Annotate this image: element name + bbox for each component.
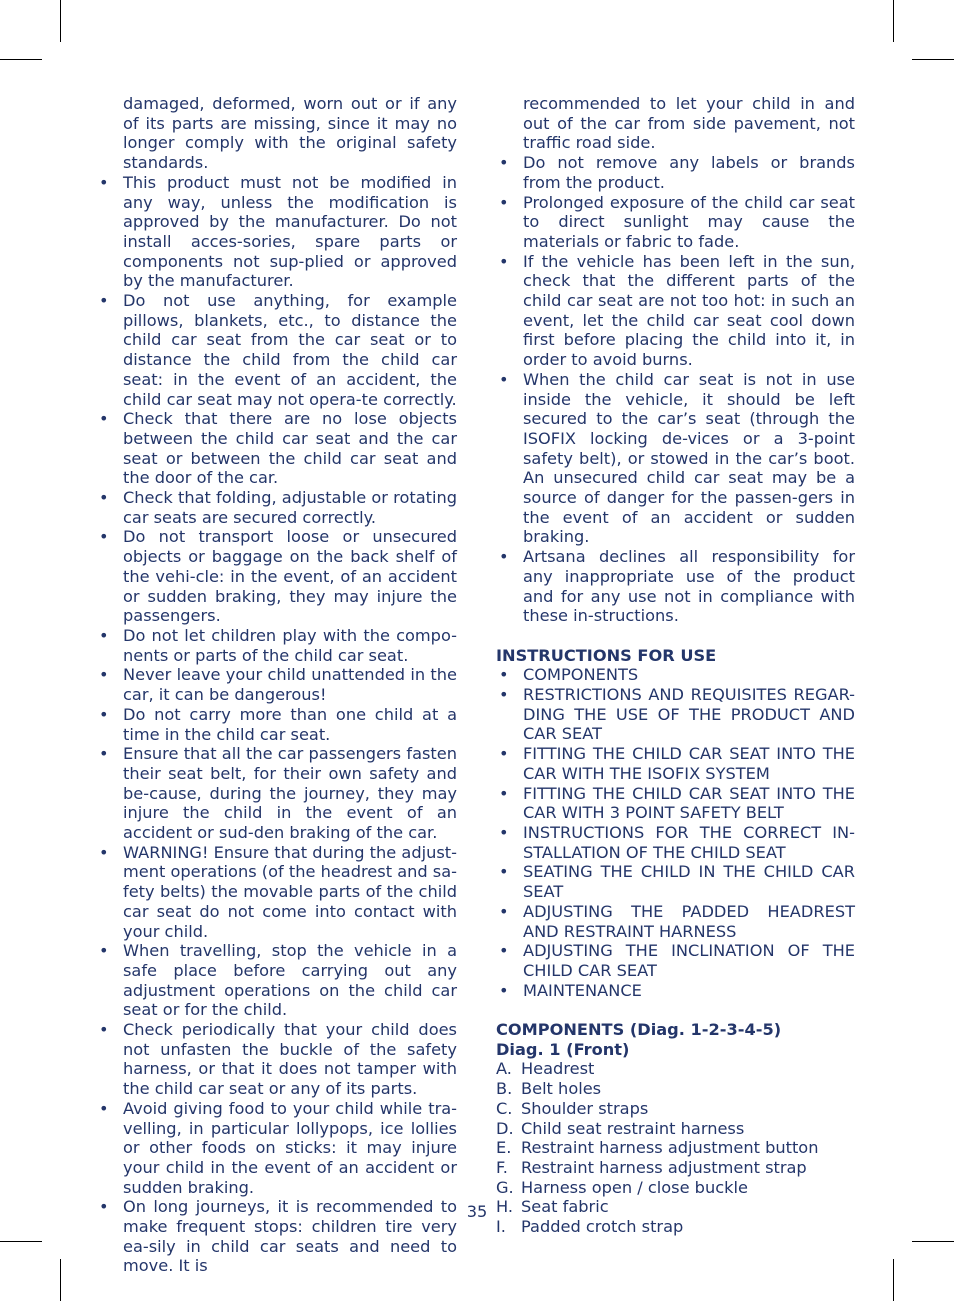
bullet-marker: • — [99, 1098, 109, 1118]
component-key: A. — [496, 1059, 512, 1079]
bullet-text: Do not use anything, for example pillows, blankets, etc., to distance the child car seat from the car seat or to distance the child from the child car seat: in the event of an accident, the child car seat may not opera-te correctly. — [123, 291, 457, 409]
bullet-marker: • — [99, 409, 109, 429]
component-label: Child seat restraint harness — [521, 1118, 745, 1138]
component-item — [496, 1158, 855, 1178]
bullet-text: ADJUSTING THE INCLINATION OF THE CHILD CAR SEAT — [523, 941, 855, 980]
safety-bullet-item — [96, 527, 457, 626]
spacer — [496, 626, 855, 646]
component-label: Restraint harness adjustment strap — [521, 1157, 807, 1177]
safety-bullet-item — [96, 744, 457, 843]
component-item — [496, 1178, 855, 1198]
component-item — [496, 1119, 855, 1139]
component-label: Padded crotch strap — [521, 1217, 684, 1237]
component-key: G. — [496, 1177, 514, 1197]
safety-bullet-item — [96, 488, 457, 527]
bullet-marker: • — [99, 704, 109, 724]
component-item — [496, 1138, 855, 1158]
component-key: I. — [496, 1217, 506, 1237]
component-label: Shoulder straps — [521, 1098, 649, 1118]
bullet-marker: • — [99, 488, 109, 508]
bullet-text: FITTING THE CHILD CAR SEAT INTO THE CAR WITH 3 POINT SAFETY BELT — [523, 783, 855, 823]
instructions-index-item — [496, 744, 855, 783]
component-item — [496, 1099, 855, 1119]
instructions-index-item — [496, 941, 855, 980]
crop-mark-top-left-horizontal — [0, 59, 42, 60]
bullet-text: When travelling, stop the vehicle in a safe place before carrying out any adjustment operations on the child car seat or for the child. — [123, 941, 457, 1020]
component-key: H. — [496, 1197, 514, 1217]
bullet-marker: • — [99, 291, 109, 311]
instructions-index-item — [496, 685, 855, 744]
crop-mark-top-right-vertical — [893, 0, 894, 42]
continuation-text: damaged, deformed, worn out or if any of its parts are missing, since it may no longer comply with the original safety standards. — [123, 94, 457, 173]
safety-bullet-item — [96, 409, 457, 488]
instructions-index-item — [496, 823, 855, 862]
bullet-text: Avoid giving food to your child while tra-velling, in particular lollypops, ice lollies or other foods on sticks: it may injure your child in the event of an accident or sudden braking. — [123, 1098, 457, 1197]
component-label: Seat fabric — [521, 1197, 609, 1217]
bullet-text: SEATING THE CHILD IN THE CHILD CAR SEAT — [523, 862, 855, 902]
spacer — [496, 1000, 855, 1020]
component-label: Restraint harness adjustment button — [521, 1138, 819, 1158]
diagram-heading: Diag. 1 (Front) — [496, 1039, 630, 1059]
safety-bullet-item — [96, 173, 457, 291]
component-key: F. — [496, 1157, 508, 1177]
bullet-text: COMPONENTS — [523, 665, 639, 685]
bullet-text: Check that folding, adjustable or rotating car seats are secured correctly. — [123, 488, 457, 527]
bullet-marker: • — [499, 251, 509, 271]
component-label: Headrest — [521, 1059, 595, 1079]
safety-bullet-item — [96, 291, 457, 409]
crop-mark-top-left-vertical — [60, 0, 61, 42]
bullet-text: Ensure that all the car passengers fasten their seat belt, for their own safety and be-cause, during the journey, they may injure the child in the event of an accident or sud-den braking of the car. — [123, 744, 457, 843]
component-label: Belt holes — [521, 1079, 602, 1099]
bullet-text: MAINTENANCE — [523, 980, 642, 1000]
bullet-text: When the child car seat is not in use inside the vehicle, it should be left secured to the car’s seat (through the ISOFIX locking de-vices or a 3-point safety belt), or stowed in the car’s boot. An unsecured child car seat may be a source of danger for the passen-gers in the event of an accident or sudden braking. — [523, 369, 855, 547]
safety-bullet-item — [96, 1099, 457, 1198]
safety-bullet-item — [96, 1020, 457, 1099]
bullet-text: Prolonged exposure of the child car seat to direct sunlight may cause the materials or fabric to fade. — [523, 192, 855, 251]
safety-bullet-item — [96, 626, 457, 665]
bullet-text: Do not carry more than one child at a time in the child car seat. — [123, 704, 457, 744]
component-item — [496, 1059, 855, 1079]
bullet-text: If the vehicle has been left in the sun, check that the different parts of the child car seat are not too hot: in such an event, let the child car seat cool down first before placing the child into it, in order to avoid burns. — [523, 251, 855, 370]
right-bullet-list — [496, 153, 855, 626]
bullet-marker: • — [499, 744, 509, 764]
continuation-text: recommended to let your child in and out of the car from side pavement, not traffic road side. — [523, 94, 855, 153]
bullet-text: Do not remove any labels or brands from the product. — [523, 153, 855, 192]
crop-mark-top-right-horizontal — [912, 59, 954, 60]
components-heading: COMPONENTS (Diag. 1-2-3-4-5) — [496, 1020, 782, 1040]
instructions-heading: INSTRUCTIONS FOR USE — [496, 645, 717, 665]
bullet-marker: • — [499, 783, 509, 803]
bullet-marker: • — [499, 153, 509, 173]
bullet-text: Never leave your child unattended in the car, it can be dangerous! — [123, 665, 457, 705]
safety-bullet-item — [496, 193, 855, 252]
bullet-marker: • — [499, 941, 509, 961]
component-label: Harness open / close buckle — [521, 1177, 748, 1197]
component-key: C. — [496, 1098, 513, 1118]
crop-mark-bottom-right-vertical — [893, 1259, 894, 1301]
instructions-index-item — [496, 784, 855, 823]
instructions-index-item — [496, 902, 855, 941]
instructions-index-item — [496, 981, 855, 1001]
bullet-marker: • — [99, 625, 109, 645]
bullet-text: Check periodically that your child does not unfasten the buckle of the safety harness, or that it does not tamper with the child car seat or any of its parts. — [123, 1020, 457, 1099]
bullet-marker: • — [99, 527, 109, 547]
component-key: E. — [496, 1138, 512, 1158]
bullet-marker: • — [499, 665, 509, 685]
bullet-marker: • — [99, 842, 109, 862]
instructions-index-list — [496, 665, 855, 1000]
safety-bullet-item — [96, 665, 457, 704]
bullet-marker: • — [99, 665, 109, 685]
safety-bullet-item — [496, 547, 855, 626]
bullet-text: ADJUSTING THE PADDED HEADREST AND RESTRAINT HARNESS — [523, 901, 855, 941]
bullet-text: INSTRUCTIONS FOR THE CORRECT IN-STALLATION OF THE CHILD SEAT — [523, 823, 855, 862]
bullet-marker: • — [99, 1197, 109, 1217]
bullet-text: On long journeys, it is recommended to make frequent stops: children tire very ea-sily in child car seats and need to move. It is — [123, 1197, 457, 1276]
bullet-marker: • — [499, 369, 509, 389]
bullet-marker: • — [99, 941, 109, 961]
bullet-marker: • — [499, 862, 509, 882]
page-number: 35 — [466, 1202, 488, 1221]
safety-bullet-item — [96, 941, 457, 1020]
bullet-marker: • — [499, 547, 509, 567]
bullet-marker: • — [99, 744, 109, 764]
bullet-text: Do not let children play with the compo-nents or parts of the child car seat. — [123, 625, 457, 665]
bullet-marker: • — [499, 901, 509, 921]
bullet-marker: • — [99, 1020, 109, 1040]
safety-bullet-item — [496, 252, 855, 370]
component-key: D. — [496, 1118, 514, 1138]
bullet-text: Do not transport loose or unsecured objects or baggage on the back shelf of the vehi-cle: in the event, of an accident or sudden braking, they may injure the passengers. — [123, 527, 457, 626]
safety-bullet-item — [96, 843, 457, 942]
component-item — [496, 1079, 855, 1099]
crop-mark-bottom-left-vertical — [60, 1259, 61, 1301]
left-bullet-list — [96, 173, 457, 1276]
safety-bullet-item — [496, 153, 855, 192]
bullet-text: FITTING THE CHILD CAR SEAT INTO THE CAR WITH THE ISOFIX SYSTEM — [523, 744, 855, 783]
bullet-text: RESTRICTIONS AND REQUISITES REGAR-DING THE USE OF THE PRODUCT AND CAR SEAT — [523, 685, 855, 744]
bullet-marker: • — [499, 192, 509, 212]
crop-mark-bottom-right-horizontal — [912, 1241, 954, 1242]
safety-bullet-item — [96, 705, 457, 744]
safety-bullet-item — [496, 370, 855, 547]
bullet-marker: • — [499, 685, 509, 705]
bullet-text: This product must not be modified in any way, unless the modification is approved by the manufacturer. Do not install acces-sories, spare parts or components not sup-plied or approved by the manufacturer. — [123, 172, 457, 291]
component-key: B. — [496, 1079, 513, 1099]
bullet-marker: • — [99, 172, 109, 192]
bullet-text: Artsana declines all responsibility for any inappropriate use of the product and for any use not in compliance with these in-structions. — [523, 547, 855, 626]
bullet-marker: • — [499, 980, 509, 1000]
bullet-text: Check that there are no lose objects between the child car seat and the car seat or between the child car seat and the door of the car. — [123, 409, 457, 488]
bullet-marker: • — [499, 823, 509, 842]
crop-mark-bottom-left-horizontal — [0, 1241, 42, 1242]
instructions-index-item — [496, 665, 855, 685]
bullet-text: WARNING! Ensure that during the adjust-ment operations (of the headrest and sa-fety belts) the movable parts of the child car seat do not come into contact with your child. — [123, 842, 457, 941]
left-column — [96, 94, 457, 1276]
instructions-index-item — [496, 862, 855, 901]
right-column — [496, 94, 855, 1237]
